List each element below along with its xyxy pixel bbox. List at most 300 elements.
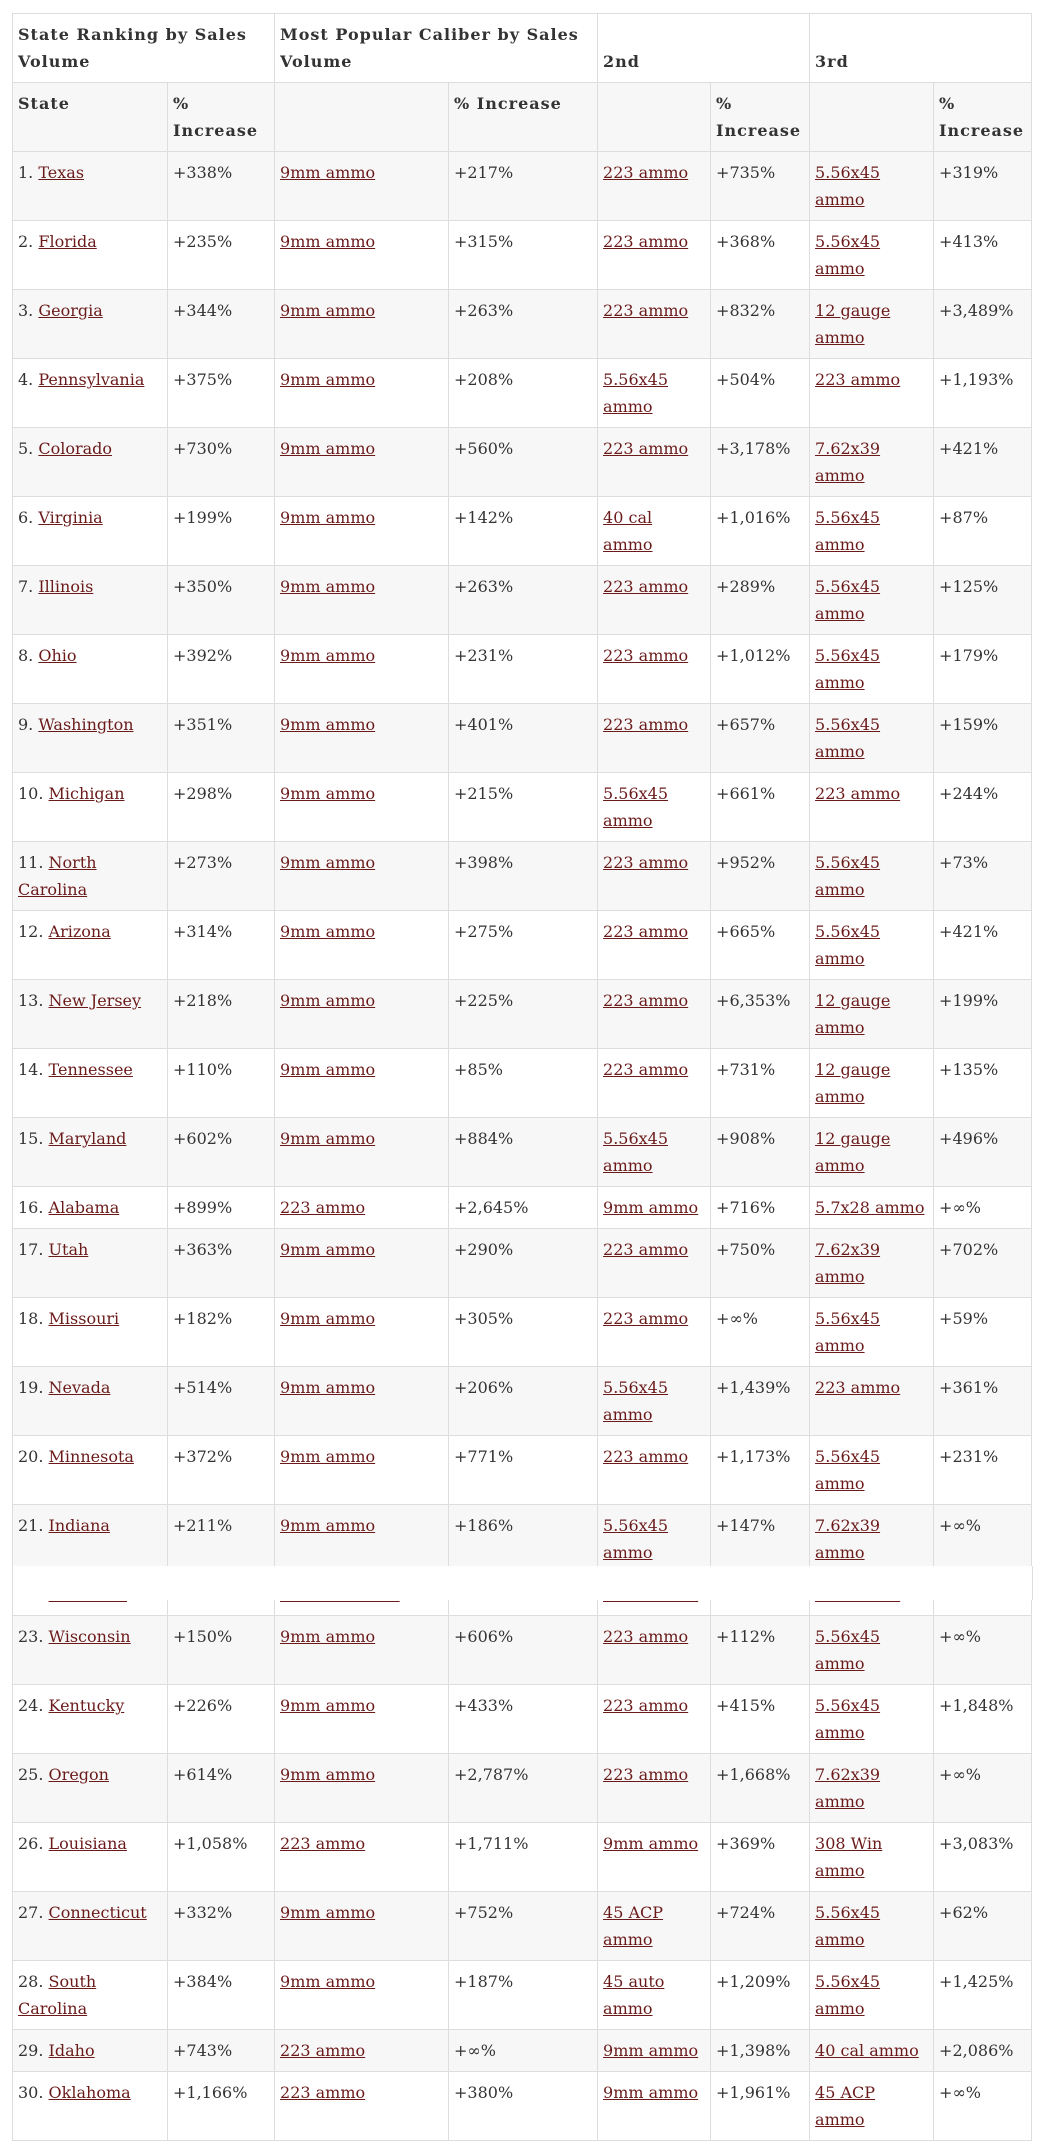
caliber-2-link[interactable]: 223 ammo: [603, 853, 689, 872]
caliber-1-cell: [275, 497, 449, 566]
header-third: 3rd: [810, 14, 1032, 83]
caliber-3-cell: [810, 1118, 934, 1187]
caliber-3-increase-cell: [934, 1616, 1032, 1685]
state-link[interactable]: Louisiana: [48, 1834, 127, 1853]
caliber-2-increase-cell: [711, 221, 810, 290]
caliber-1-link[interactable]: 9mm ammo: [280, 1903, 376, 1922]
caliber-2-link[interactable]: 9mm ammo: [603, 2083, 699, 2102]
caliber-2-link[interactable]: 40 cal ammo: [603, 508, 653, 554]
state-increase: +110%: [173, 1060, 233, 1079]
state-link[interactable]: Kentucky: [48, 1696, 125, 1715]
caliber-1-link[interactable]: 9mm ammo: [280, 1240, 376, 1259]
caliber-1-link[interactable]: 9mm ammo: [280, 232, 376, 251]
caliber-2-link[interactable]: 223 ammo: [603, 646, 689, 665]
state-cell: [13, 980, 168, 1049]
caliber-2-increase: +369%: [716, 1834, 776, 1853]
rank-number: 1.: [18, 163, 34, 182]
state-link[interactable]: Washington: [38, 715, 134, 734]
caliber-3-increase-cell: [934, 1892, 1032, 1961]
caliber-3-cell: [810, 911, 934, 980]
caliber-1-link[interactable]: 9mm ammo: [280, 1627, 376, 1646]
state-link[interactable]: North Carolina: [18, 853, 97, 899]
caliber-1-link[interactable]: 9mm ammo: [280, 439, 376, 458]
caliber-1-cell: [275, 1367, 449, 1436]
table-row: [13, 1049, 1032, 1118]
caliber-1-link[interactable]: 9mm ammo: [280, 1060, 376, 1079]
caliber-3-increase: +413%: [939, 232, 999, 251]
state-link[interactable]: Virginia: [38, 508, 103, 527]
table-row: [13, 566, 1032, 635]
caliber-3-link[interactable]: 12 gauge ammo: [815, 991, 891, 1037]
caliber-2-increase: +368%: [716, 232, 776, 251]
state-link[interactable]: Minnesota: [48, 1447, 134, 1466]
caliber-2-increase-cell: [711, 842, 810, 911]
state-link[interactable]: New Jersey: [48, 991, 142, 1010]
caliber-3-increase-cell: [934, 1685, 1032, 1754]
caliber-1-cell: [275, 704, 449, 773]
caliber-1-increase: +215%: [454, 784, 514, 803]
caliber-1-link[interactable]: 9mm ammo: [280, 370, 376, 389]
caliber-1-cell: [275, 428, 449, 497]
state-cell: [13, 1823, 168, 1892]
caliber-2-increase: +6,353%: [716, 991, 791, 1010]
caliber-2-increase-cell: [711, 635, 810, 704]
state-increase: +602%: [173, 1129, 233, 1148]
rank-number: 17.: [18, 1240, 44, 1259]
caliber-1-cell: [275, 1049, 449, 1118]
table-row: [13, 290, 1032, 359]
caliber-1-link[interactable]: 9mm ammo: [280, 301, 376, 320]
caliber-3-increase: +3,083%: [939, 1834, 1014, 1853]
caliber-3-increase: +231%: [939, 1447, 999, 1466]
rank-number: 16.: [18, 1198, 44, 1217]
table-row: [13, 152, 1032, 221]
state-link[interactable]: Wisconsin: [48, 1627, 131, 1646]
header-second: 2nd: [598, 14, 810, 83]
rank-number: 21.: [18, 1516, 44, 1535]
caliber-1-link[interactable]: 9mm ammo: [280, 991, 376, 1010]
caliber-1-increase: +380%: [454, 2083, 514, 2102]
header-state-increase: % Increase: [168, 83, 275, 152]
table-row: [13, 359, 1032, 428]
caliber-2-cell: [598, 1229, 711, 1298]
caliber-2-increase: +716%: [716, 1198, 776, 1217]
state-cell: [13, 1961, 168, 2030]
state-link[interactable]: Oregon: [48, 1765, 109, 1784]
caliber-2-cell: [598, 566, 711, 635]
header-caliber-1-increase: % Increase: [449, 83, 598, 152]
state-link[interactable]: Texas: [38, 163, 85, 182]
caliber-2-increase: +504%: [716, 370, 776, 389]
state-cell: [13, 359, 168, 428]
caliber-3-link[interactable]: 5.56x45 ammo: [815, 646, 881, 692]
state-increase-cell: [168, 152, 275, 221]
caliber-1-link[interactable]: 9mm ammo: [280, 784, 376, 803]
caliber-2-link[interactable]: 45 auto ammo: [603, 1972, 665, 2018]
state-link[interactable]: Indiana: [48, 1516, 110, 1535]
state-increase-cell: [168, 704, 275, 773]
caliber-3-link[interactable]: 7.62x39 ammo: [815, 1240, 881, 1286]
caliber-3-increase-cell: [934, 566, 1032, 635]
caliber-1-increase-cell: [449, 1049, 598, 1118]
caliber-2-link[interactable]: 223 ammo: [603, 163, 689, 182]
caliber-1-increase: +263%: [454, 301, 514, 320]
state-link[interactable]: Tennessee: [48, 1060, 133, 1079]
state-link[interactable]: Michigan: [48, 784, 125, 803]
caliber-1-cell: [275, 1616, 449, 1685]
caliber-1-link[interactable]: 9mm ammo: [280, 922, 376, 941]
caliber-2-increase: +415%: [716, 1696, 776, 1715]
caliber-2-increase-cell: [711, 428, 810, 497]
caliber-1-increase-cell: [449, 152, 598, 221]
caliber-2-link[interactable]: 223 ammo: [603, 991, 689, 1010]
state-increase: +351%: [173, 715, 233, 734]
table-row: [13, 1892, 1032, 1961]
caliber-1-cell: [275, 842, 449, 911]
caliber-1-increase: +305%: [454, 1309, 514, 1328]
state-cell: [13, 2072, 168, 2141]
caliber-1-link[interactable]: 223 ammo: [280, 2083, 366, 2102]
caliber-2-link[interactable]: 9mm ammo: [603, 1834, 699, 1853]
state-increase: +338%: [173, 163, 233, 182]
caliber-3-link[interactable]: 5.56x45 ammo: [815, 163, 881, 209]
caliber-1-cell: [275, 773, 449, 842]
caliber-1-increase: +884%: [454, 1129, 514, 1148]
caliber-3-increase: +702%: [939, 1240, 999, 1259]
state-increase: +1,166%: [173, 2083, 248, 2102]
caliber-1-increase-cell: [449, 1187, 598, 1229]
caliber-2-increase: +1,398%: [716, 2041, 791, 2060]
caliber-3-link[interactable]: 5.56x45 ammo: [815, 577, 881, 623]
caliber-2-increase-cell: [711, 980, 810, 1049]
table-row: [13, 1616, 1032, 1685]
caliber-2-increase-cell: [711, 1187, 810, 1229]
state-increase-cell: [168, 290, 275, 359]
caliber-3-cell: [810, 773, 934, 842]
caliber-2-increase-cell: [711, 1298, 810, 1367]
caliber-3-link[interactable]: 12 gauge ammo: [815, 1129, 891, 1175]
caliber-3-link[interactable]: 5.56x45 ammo: [815, 715, 881, 761]
caliber-1-link[interactable]: 9mm ammo: [280, 1129, 376, 1148]
caliber-3-cell: [810, 1616, 934, 1685]
caliber-2-link[interactable]: 5.56x45 ammo: [603, 1378, 669, 1424]
state-increase: +314%: [173, 922, 233, 941]
caliber-3-link[interactable]: 223 ammo: [815, 370, 901, 389]
caliber-2-link[interactable]: 223 ammo: [603, 1447, 689, 1466]
caliber-2-link[interactable]: 5.56x45 ammo: [603, 370, 669, 416]
caliber-3-increase-cell: [934, 152, 1032, 221]
rank-number: 11.: [18, 853, 44, 872]
caliber-3-increase: +1,193%: [939, 370, 1014, 389]
caliber-1-increase: +433%: [454, 1696, 514, 1715]
caliber-2-cell: [598, 1823, 711, 1892]
caliber-3-cell: [810, 2030, 934, 2072]
caliber-1-cell: [275, 2030, 449, 2072]
state-cell: [13, 1367, 168, 1436]
caliber-3-increase-cell: [934, 911, 1032, 980]
state-link[interactable]: Illinois: [38, 577, 94, 596]
caliber-3-cell: [810, 566, 934, 635]
rank-number: 24.: [18, 1696, 44, 1715]
caliber-3-link[interactable]: 5.56x45 ammo: [815, 1309, 881, 1355]
state-increase-cell: [168, 2030, 275, 2072]
caliber-1-increase-cell: [449, 1961, 598, 2030]
caliber-1-increase: +606%: [454, 1627, 514, 1646]
caliber-2-link[interactable]: 45 ACP ammo: [603, 1903, 664, 1949]
caliber-1-cell: [275, 2072, 449, 2141]
caliber-2-increase: +1,668%: [716, 1765, 791, 1784]
caliber-3-link[interactable]: 7.62x39 ammo: [815, 1765, 881, 1811]
caliber-1-cell: [275, 1298, 449, 1367]
state-increase-cell: [168, 635, 275, 704]
caliber-2-increase-cell: [711, 1367, 810, 1436]
caliber-2-cell: [598, 1616, 711, 1685]
table-row: [13, 911, 1032, 980]
caliber-3-link[interactable]: 7.62x39 ammo: [815, 1516, 881, 1562]
state-link[interactable]: Arizona: [48, 922, 111, 941]
state-link[interactable]: Georgia: [38, 301, 103, 320]
caliber-2-increase-cell: [711, 911, 810, 980]
caliber-2-cell: [598, 635, 711, 704]
state-increase-cell: [168, 980, 275, 1049]
state-cell: [13, 704, 168, 773]
caliber-1-increase: +560%: [454, 439, 514, 458]
caliber-3-increase-cell: [934, 2030, 1032, 2072]
caliber-1-link[interactable]: 9mm ammo: [280, 1447, 376, 1466]
caliber-3-increase-cell: [934, 1436, 1032, 1505]
state-cell: [13, 1118, 168, 1187]
caliber-3-link[interactable]: 5.7x28 ammo: [815, 1198, 925, 1217]
caliber-1-link[interactable]: 9mm ammo: [280, 646, 376, 665]
caliber-2-link[interactable]: 223 ammo: [603, 577, 689, 596]
state-link[interactable]: Missouri: [48, 1309, 120, 1328]
caliber-3-link[interactable]: 5.56x45 ammo: [815, 853, 881, 899]
caliber-3-link[interactable]: 5.56x45 ammo: [815, 1447, 881, 1493]
caliber-3-cell: [810, 428, 934, 497]
caliber-1-increase: +2,787%: [454, 1765, 529, 1784]
caliber-1-increase-cell: [449, 566, 598, 635]
caliber-2-increase: +112%: [716, 1627, 776, 1646]
caliber-2-cell: [598, 704, 711, 773]
caliber-1-increase: +231%: [454, 646, 514, 665]
state-increase: +730%: [173, 439, 233, 458]
caliber-1-increase-cell: [449, 704, 598, 773]
table-row: [13, 221, 1032, 290]
caliber-3-cell: [810, 1049, 934, 1118]
caliber-3-increase-cell: [934, 497, 1032, 566]
caliber-3-link[interactable]: 5.56x45 ammo: [815, 1903, 881, 1949]
caliber-3-link[interactable]: 5.56x45 ammo: [815, 1627, 881, 1673]
caliber-1-link[interactable]: 223 ammo: [280, 2041, 366, 2060]
caliber-1-link[interactable]: 9mm ammo: [280, 715, 376, 734]
rank-number: 25.: [18, 1765, 44, 1784]
caliber-1-increase-cell: [449, 1505, 598, 1574]
header-most-popular: Most Popular Caliber by Sales Volume: [275, 14, 598, 83]
caliber-1-link[interactable]: 9mm ammo: [280, 577, 376, 596]
state-link[interactable]: Florida: [38, 232, 97, 251]
caliber-3-link[interactable]: 5.56x45 ammo: [815, 1696, 881, 1742]
caliber-1-cell: [275, 221, 449, 290]
state-increase: +363%: [173, 1240, 233, 1259]
state-link[interactable]: South Carolina: [18, 1972, 97, 2018]
state-increase-cell: [168, 359, 275, 428]
caliber-3-link[interactable]: 223 ammo: [815, 784, 901, 803]
caliber-3-increase: +73%: [939, 853, 989, 872]
state-increase: +211%: [173, 1516, 233, 1535]
caliber-3-link[interactable]: 12 gauge ammo: [815, 301, 891, 347]
state-cell: [13, 221, 168, 290]
caliber-2-cell: [598, 1754, 711, 1823]
table-row: [13, 1436, 1032, 1505]
caliber-2-link[interactable]: 223 ammo: [603, 1696, 689, 1715]
caliber-1-link[interactable]: 9mm ammo: [280, 1765, 376, 1784]
caliber-2-cell: [598, 290, 711, 359]
caliber-1-link[interactable]: 223 ammo: [280, 1834, 366, 1853]
caliber-2-increase: +908%: [716, 1129, 776, 1148]
caliber-2-cell: [598, 842, 711, 911]
state-link[interactable]: Oklahoma: [48, 2083, 131, 2102]
caliber-2-link[interactable]: 223 ammo: [603, 232, 689, 251]
state-link[interactable]: Colorado: [38, 439, 113, 458]
caliber-1-link[interactable]: 223 ammo: [280, 1198, 366, 1217]
caliber-2-link[interactable]: 5.56x45 ammo: [603, 784, 669, 830]
caliber-2-link[interactable]: 223 ammo: [603, 1060, 689, 1079]
caliber-1-link[interactable]: 9mm ammo: [280, 1378, 376, 1397]
caliber-1-link[interactable]: 9mm ammo: [280, 508, 376, 527]
caliber-1-increase-cell: [449, 1616, 598, 1685]
caliber-3-cell: [810, 704, 934, 773]
caliber-2-link[interactable]: 9mm ammo: [603, 1198, 699, 1217]
rank-number: 29.: [18, 2041, 44, 2060]
caliber-2-increase-cell: [711, 1754, 810, 1823]
caliber-2-increase-cell: [711, 497, 810, 566]
state-cell: [13, 1685, 168, 1754]
caliber-1-increase-cell: [449, 1685, 598, 1754]
rank-number: 23.: [18, 1627, 44, 1646]
caliber-1-increase-cell: [449, 497, 598, 566]
caliber-1-link[interactable]: 9mm ammo: [280, 1972, 376, 1991]
caliber-3-cell: [810, 1436, 934, 1505]
state-increase: +372%: [173, 1447, 233, 1466]
caliber-1-increase: +142%: [454, 508, 514, 527]
caliber-3-link[interactable]: 7.62x39 ammo: [815, 439, 881, 485]
state-increase-cell: [168, 1754, 275, 1823]
caliber-2-increase-cell: [711, 1961, 810, 2030]
caliber-3-link[interactable]: 5.56x45 ammo: [815, 1972, 881, 2018]
caliber-3-cell: [810, 635, 934, 704]
caliber-1-cell: [275, 911, 449, 980]
caliber-3-link[interactable]: 5.56x45 ammo: [815, 232, 881, 278]
caliber-2-increase-cell: [711, 1118, 810, 1187]
caliber-2-link[interactable]: 223 ammo: [603, 1240, 689, 1259]
caliber-1-increase: +263%: [454, 577, 514, 596]
state-cell: [13, 1436, 168, 1505]
caliber-2-increase-cell: [711, 1436, 810, 1505]
state-link[interactable]: Ohio: [38, 646, 77, 665]
caliber-2-increase: +1,016%: [716, 508, 791, 527]
state-link[interactable]: Idaho: [48, 2041, 95, 2060]
state-increase-cell: [168, 566, 275, 635]
caliber-3-increase-cell: [934, 2072, 1032, 2141]
caliber-2-increase: +735%: [716, 163, 776, 182]
state-link[interactable]: Pennsylvania: [38, 370, 145, 389]
caliber-2-link[interactable]: 223 ammo: [603, 1765, 689, 1784]
caliber-3-link[interactable]: 308 Win ammo: [815, 1834, 883, 1880]
caliber-2-cell: [598, 1892, 711, 1961]
caliber-3-increase: +244%: [939, 784, 999, 803]
state-link[interactable]: Alabama: [48, 1198, 120, 1217]
caliber-2-link[interactable]: 223 ammo: [603, 439, 689, 458]
caliber-2-link[interactable]: 9mm ammo: [603, 2041, 699, 2060]
table-row: [13, 1298, 1032, 1367]
caliber-2-link[interactable]: 223 ammo: [603, 922, 689, 941]
state-cell: [13, 152, 168, 221]
state-increase-cell: [168, 911, 275, 980]
state-link[interactable]: Maryland: [48, 1129, 127, 1148]
caliber-2-cell: [598, 911, 711, 980]
state-increase: +273%: [173, 853, 233, 872]
caliber-3-cell: [810, 1229, 934, 1298]
caliber-2-link[interactable]: 5.56x45 ammo: [603, 1129, 669, 1175]
caliber-2-link[interactable]: 223 ammo: [603, 301, 689, 320]
caliber-1-increase-cell: [449, 290, 598, 359]
table-row: [13, 1229, 1032, 1298]
caliber-2-cell: [598, 2030, 711, 2072]
caliber-3-cell: [810, 359, 934, 428]
caliber-1-increase: +187%: [454, 1972, 514, 1991]
state-increase: +614%: [173, 1765, 233, 1784]
caliber-1-increase-cell: [449, 842, 598, 911]
state-cell: [13, 566, 168, 635]
caliber-3-link[interactable]: 40 cal ammo: [815, 2041, 919, 2060]
state-link[interactable]: Connecticut: [48, 1903, 147, 1922]
caliber-2-link[interactable]: 5.56x45 ammo: [603, 1516, 669, 1562]
state-increase-cell: [168, 1505, 275, 1574]
caliber-1-link[interactable]: 9mm ammo: [280, 1516, 376, 1535]
caliber-1-link[interactable]: 9mm ammo: [280, 853, 376, 872]
caliber-3-increase: +∞%: [939, 1516, 981, 1535]
caliber-1-increase-cell: [449, 1754, 598, 1823]
caliber-2-link[interactable]: 223 ammo: [603, 1309, 689, 1328]
caliber-3-link[interactable]: 12 gauge ammo: [815, 1060, 891, 1106]
state-link[interactable]: Nevada: [48, 1378, 111, 1397]
caliber-2-link[interactable]: 223 ammo: [603, 1627, 689, 1646]
caliber-3-link[interactable]: 223 ammo: [815, 1378, 901, 1397]
caliber-3-link[interactable]: 45 ACP ammo: [815, 2083, 876, 2129]
caliber-2-increase: +3,178%: [716, 439, 791, 458]
caliber-1-cell: [275, 1436, 449, 1505]
caliber-3-increase-cell: [934, 1229, 1032, 1298]
rank-number: 20.: [18, 1447, 44, 1466]
caliber-2-link[interactable]: 223 ammo: [603, 715, 689, 734]
caliber-2-increase: +750%: [716, 1240, 776, 1259]
caliber-1-cell: [275, 359, 449, 428]
caliber-3-link[interactable]: 5.56x45 ammo: [815, 508, 881, 554]
table-row: [13, 2072, 1032, 2141]
header-caliber-3-increase: % Increase: [934, 83, 1032, 152]
state-link[interactable]: Utah: [48, 1240, 89, 1259]
caliber-1-link[interactable]: 9mm ammo: [280, 1309, 376, 1328]
table-row: [13, 842, 1032, 911]
state-increase-cell: [168, 428, 275, 497]
caliber-1-increase-cell: [449, 1367, 598, 1436]
table-continuation: [12, 1566, 1033, 1600]
caliber-1-link[interactable]: 9mm ammo: [280, 1696, 376, 1715]
caliber-3-link[interactable]: 5.56x45 ammo: [815, 922, 881, 968]
caliber-1-link[interactable]: 9mm ammo: [280, 163, 376, 182]
caliber-3-cell: [810, 1298, 934, 1367]
state-cell: [13, 842, 168, 911]
